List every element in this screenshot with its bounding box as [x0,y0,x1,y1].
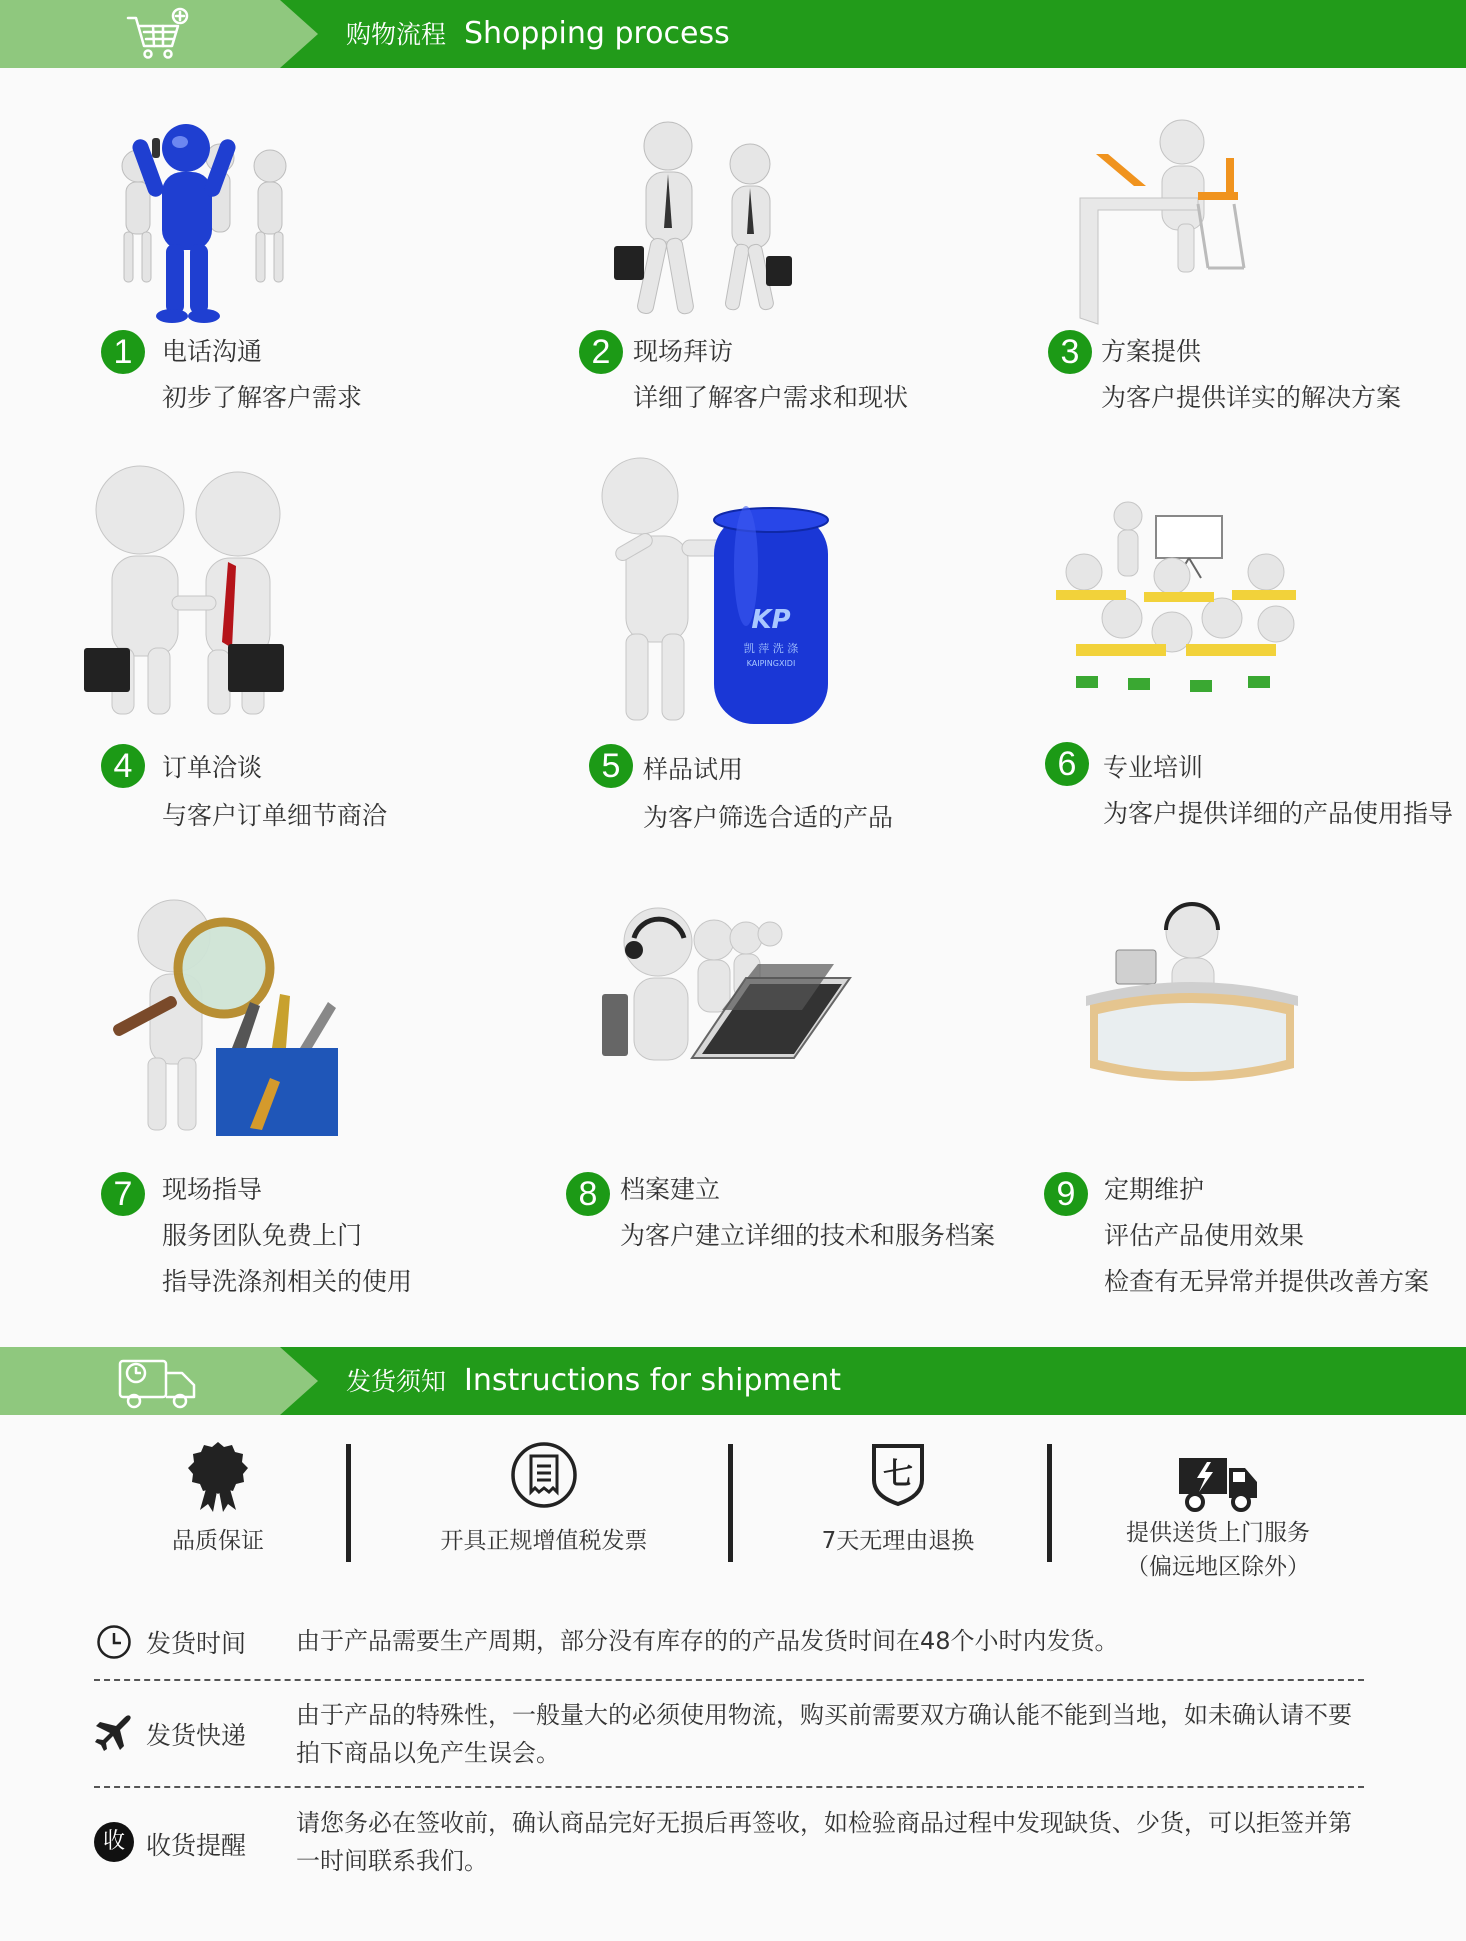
info-text: 由于产品的特殊性，一般量大的必须使用物流，购买前需要双方确认能不能到当地，如未确认请不要拍下商品以免产生误会。 [296,1701,1352,1767]
step-description: 为客户提供详实的解决方案 [1101,383,1402,412]
shield-glyph: 七 [883,1457,913,1492]
info-text: 由于产品需要生产周期，部分没有库存的的产品发货时间在48个小时内发货。 [296,1627,1119,1655]
step-number-badge: 4 [101,744,145,788]
step-title: 样品试用 [643,755,744,784]
dashed-divider [94,1786,1364,1788]
step-number-badge: 2 [579,330,623,374]
step-title: 电话沟通 [162,337,263,366]
step-description: 与客户订单细节商洽 [162,801,388,830]
banner-title-en: Instructions for shipment [464,1363,842,1398]
step-description: 为客户建立详细的技术和服务档案 [620,1221,996,1250]
feature-label: 7天无理由退换 [821,1528,975,1554]
rosette-icon [186,1440,250,1514]
shipment-instructions-banner [0,1347,1466,1415]
info-label: 收货提醒 [146,1831,247,1860]
step-description: 为客户筛选合适的产品 [643,803,894,832]
banner-title-en: Shopping process [464,16,730,51]
inspection-toolbox-illustration [100,898,360,1144]
step-title: 专业培训 [1103,753,1204,782]
shipping-time-row [94,1622,1364,1662]
step-number-badge: 5 [589,744,633,788]
handshake-figures-illustration [82,462,302,722]
sample-barrel-figure-illustration [596,456,836,732]
info-text: 请您务必在签收前，确认商品完好无损后再签收，如检验商品过程中发现缺货、少货，可以拒签并第一时间联系我们。 [296,1809,1352,1875]
feature-label-note: （偏远地区除外） [1126,1554,1310,1580]
step-description: 初步了解客户需求 [162,383,363,412]
step-title: 现场指导 [162,1175,263,1204]
step-description-line2: 指导洗涤剂相关的使用 [162,1267,413,1296]
feature-quality [138,1440,298,1558]
receive-badge-icon: 收 [94,1822,134,1862]
receipt-icon [509,1440,579,1510]
feature-divider [728,1444,733,1562]
step-number-badge: 9 [1044,1172,1088,1216]
banner-title-cn: 发货须知 [346,1367,447,1396]
step-title: 档案建立 [620,1175,721,1204]
feature-label: 品质保证 [172,1528,264,1554]
step-title: 定期维护 [1104,1175,1205,1204]
step-number-badge: 1 [101,330,145,374]
step-description-line2: 检查有无异常并提供改善方案 [1104,1267,1430,1296]
office-desk-figure-illustration [1058,118,1258,330]
step-title: 方案提供 [1101,337,1202,366]
barrel-brand-en: KAIPINGXIDI [746,659,796,668]
barrel-logo: KP [751,605,791,635]
step-number-badge: 6 [1045,742,1089,786]
feature-label: 开具正规增值税发票 [440,1528,648,1554]
feature-label: 提供送货上门服务 [1126,1520,1310,1546]
step-title: 现场拜访 [633,337,734,366]
step-description: 为客户提供详细的产品使用指导 [1103,799,1454,828]
step-number-badge: 3 [1048,330,1092,374]
step-number-badge: 8 [566,1172,610,1216]
info-label: 发货快递 [146,1721,247,1750]
shopping-cart-icon [124,6,190,62]
step-description: 详细了解客户需求和现状 [633,383,909,412]
business-visit-figures-illustration [608,118,798,326]
shopping-process-banner [0,0,1466,68]
reception-desk-illustration [1082,898,1302,1098]
banner-title [346,0,730,69]
feature-divider [1047,1444,1052,1562]
customer-service-agents-illustration [598,898,854,1094]
feature-invoice [416,1440,672,1558]
training-class-illustration [1052,500,1300,720]
banner-title-cn: 购物流程 [346,20,447,49]
clock-icon [96,1624,132,1660]
feature-delivery [1106,1440,1330,1584]
shield-seven-icon [868,1440,928,1508]
delivery-truck-clock-icon [116,1353,200,1411]
feature-return [800,1440,996,1558]
dashed-divider [94,1679,1364,1681]
delivery-truck-icon [1177,1454,1259,1512]
step-title: 订单洽谈 [162,753,263,782]
info-label: 发货时间 [146,1629,247,1658]
step-description: 评估产品使用效果 [1104,1221,1305,1250]
step-number-badge: 7 [101,1172,145,1216]
courier-row [94,1696,1364,1776]
step-description: 服务团队免费上门 [162,1221,363,1250]
banner-title [346,1347,841,1416]
airplane-icon [94,1712,134,1752]
barrel-brand-cn: 凯 萍 洗 涤 [743,642,799,655]
phone-call-figures-illustration [100,118,310,328]
receipt-reminder-row [94,1804,1364,1884]
feature-divider [346,1444,351,1562]
